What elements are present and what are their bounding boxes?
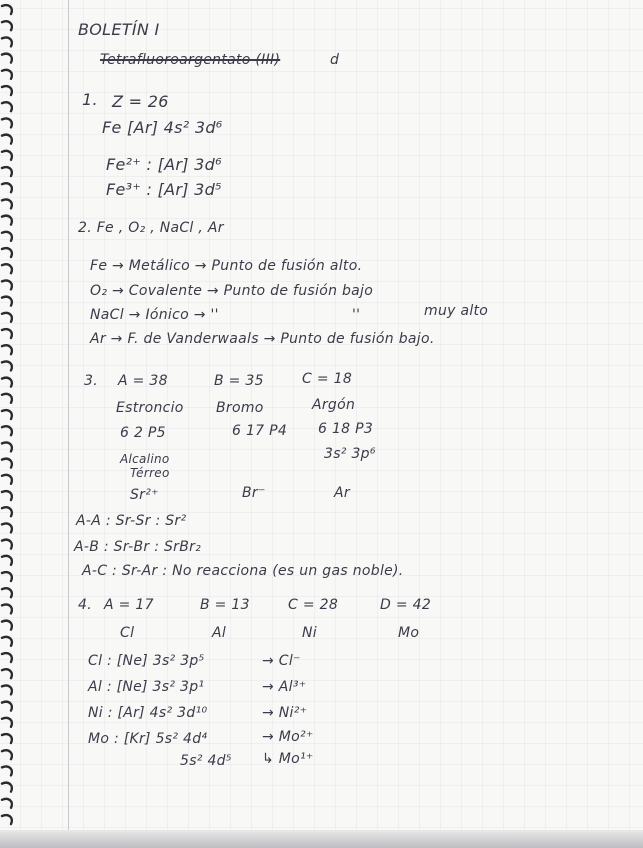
s3-b-ion: Br⁻ <box>242 485 266 501</box>
fe3-config: Fe³⁺ : [Ar] 3d⁵ <box>106 180 222 199</box>
s3-a-name: Estroncio <box>116 400 184 416</box>
spiral-loop <box>2 686 12 695</box>
s3-c-name: Argón <box>312 397 356 413</box>
s3-c-config: 3s² 3p⁶ <box>324 446 376 462</box>
spiral-loop <box>2 394 12 403</box>
spiral-loop <box>2 378 12 387</box>
section-4-number: 4. <box>78 597 92 613</box>
spiral-loop <box>2 151 12 160</box>
spiral-loop <box>2 653 12 662</box>
spiral-loop <box>2 119 12 128</box>
spiral-loop <box>2 637 12 646</box>
spiral-loop <box>2 38 12 47</box>
spiral-loop <box>2 783 12 792</box>
s3-a-type-2: Térreo <box>130 466 170 480</box>
s3-a-ion: Sr²⁺ <box>130 487 159 503</box>
s3-a-group: 6 2 P5 <box>120 425 166 441</box>
spiral-loop <box>2 507 12 516</box>
spiral-loop <box>2 669 12 678</box>
spiral-loop <box>2 313 12 322</box>
spiral-loop <box>2 443 12 452</box>
s3-c-group: 6 18 P3 <box>318 421 374 437</box>
crossed-out-heading: Tetrafluoroargentato (III) <box>100 52 281 68</box>
spiral-loop <box>2 183 12 192</box>
s4-b-element: Al <box>212 625 227 641</box>
o2-bond-line: O₂ → Covalente → Punto de fusión bajo <box>90 283 374 299</box>
s4-a-value: A = 17 <box>104 597 154 613</box>
spiral-loop <box>2 702 12 711</box>
s3-aa-bond: A-A : Sr-Sr : Sr² <box>76 513 187 529</box>
spiral-loop <box>2 200 12 209</box>
s3-c-value: C = 18 <box>302 371 353 387</box>
spiral-loop <box>2 572 12 581</box>
nacl-bond-line: NaCl → Iónico → '' <box>90 307 219 323</box>
s4-c-value: C = 28 <box>288 597 339 613</box>
spiral-loop <box>2 70 12 79</box>
s3-a-value: A = 38 <box>118 373 168 389</box>
nacl-muy-alto: muy alto <box>424 303 489 319</box>
spiral-loop <box>2 86 12 95</box>
section-1-number: 1. <box>82 90 98 109</box>
mo-ion-alt: ↳ Mo¹⁺ <box>262 751 314 767</box>
spiral-loop <box>2 767 12 776</box>
cl-ion: → Cl⁻ <box>262 653 301 669</box>
s4-a-element: Cl <box>120 625 135 641</box>
s3-ab-bond: A-B : Sr-Br : SrBr₂ <box>74 539 202 555</box>
ni-ion: → Ni²⁺ <box>262 705 308 721</box>
margin-line <box>68 0 69 848</box>
spiral-loop <box>2 264 12 273</box>
s3-c-ion: Ar <box>334 485 350 501</box>
nacl-ditto: '' <box>352 307 361 323</box>
mo-config-alt: 5s² 4d⁵ <box>180 753 232 769</box>
spiral-loop <box>2 102 12 111</box>
spiral-loop <box>2 588 12 597</box>
page-bottom-edge <box>0 830 643 848</box>
spiral-loop <box>2 718 12 727</box>
s3-b-value: B = 35 <box>214 373 264 389</box>
spiral-loop <box>2 621 12 630</box>
s4-d-value: D = 42 <box>380 597 432 613</box>
spiral-loop <box>2 345 12 354</box>
page-title: BOLETÍN I <box>78 20 160 39</box>
spiral-loop <box>2 167 12 176</box>
spiral-loop <box>2 426 12 435</box>
spiral-loop <box>2 21 12 30</box>
fe2-config: Fe²⁺ : [Ar] 3d⁶ <box>106 155 222 174</box>
ar-bond-line: Ar → F. de Vanderwaals → Punto de fusión bajo. <box>90 331 435 347</box>
s3-a-type-1: Alcalino <box>120 452 170 466</box>
section-1-z: Z = 26 <box>112 92 169 111</box>
spiral-loop <box>2 524 12 533</box>
spiral-loop <box>2 475 12 484</box>
s3-b-group: 6 17 P4 <box>232 423 288 439</box>
spiral-loop <box>2 5 12 14</box>
spiral-loop <box>2 362 12 371</box>
mo-config: Mo : [Kr] 5s² 4d⁴ <box>88 731 208 747</box>
al-ion: → Al³⁺ <box>262 679 307 695</box>
mo-ion: → Mo²⁺ <box>262 729 314 745</box>
spiral-loop <box>2 815 12 824</box>
s4-c-element: Ni <box>302 625 317 641</box>
fe-config: Fe [Ar] 4s² 3d⁶ <box>102 118 223 137</box>
fe-bond-line: Fe → Metálico → Punto de fusión alto. <box>90 258 363 274</box>
spiral-loop <box>2 329 12 338</box>
spiral-loop <box>2 491 12 500</box>
section-3-number: 3. <box>84 373 98 389</box>
s4-d-element: Mo <box>398 625 420 641</box>
spiral-loop <box>2 410 12 419</box>
spiral-loop <box>2 799 12 808</box>
crossed-suffix: d <box>330 52 340 68</box>
s3-ac-bond: A-C : Sr-Ar : No reacciona (es un gas noble). <box>82 563 404 579</box>
section-2-heading: 2. Fe , O₂ , NaCl , Ar <box>78 220 224 236</box>
ni-config: Ni : [Ar] 4s² 3d¹⁰ <box>88 705 208 721</box>
spiral-loop <box>2 734 12 743</box>
spiral-loop <box>2 297 12 306</box>
spiral-loop <box>2 232 12 241</box>
spiral-loop <box>2 750 12 759</box>
spiral-loop <box>2 540 12 549</box>
cl-config: Cl : [Ne] 3s² 3p⁵ <box>88 653 205 669</box>
spiral-loop <box>2 556 12 565</box>
spiral-loop <box>2 54 12 63</box>
spiral-loop <box>2 605 12 614</box>
spiral-loop <box>2 281 12 290</box>
al-config: Al : [Ne] 3s² 3p¹ <box>88 679 205 695</box>
s4-b-value: B = 13 <box>200 597 250 613</box>
spiral-binding <box>0 0 24 848</box>
spiral-loop <box>2 248 12 257</box>
spiral-loop <box>2 459 12 468</box>
s3-b-name: Bromo <box>216 400 264 416</box>
spiral-loop <box>2 135 12 144</box>
spiral-loop <box>2 216 12 225</box>
